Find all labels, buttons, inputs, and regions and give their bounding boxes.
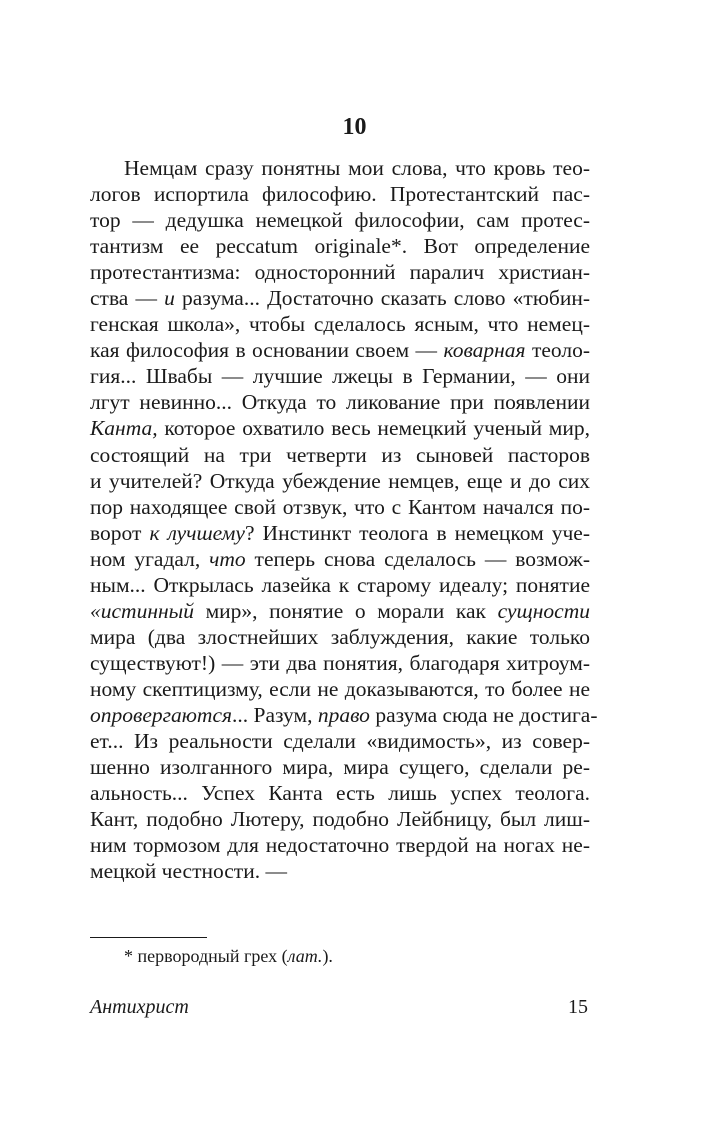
text-segment: теперь снова сделалось — возмож- <box>245 546 590 571</box>
italic-text: «истинный <box>90 598 194 623</box>
text-line <box>90 806 590 832</box>
text-segment: тор — дедушка немецкой философии, сам протес- <box>90 208 590 233</box>
text-line <box>90 676 590 702</box>
text-segment: ет... Из реальности сделали «видимость», из совер- <box>90 729 590 754</box>
italic-text: опровергаются <box>90 702 232 727</box>
text-segment: Немцам сразу понятны мои слова, что кровь тео- <box>124 156 590 180</box>
footnote-suffix: ). <box>322 946 333 966</box>
text-segment: которое охватило весь немецкий ученый мир, <box>157 416 590 441</box>
text-line <box>90 546 590 572</box>
text-segment: Кант, подобно Лютеру, подобно Лейбницу, был лиш- <box>90 807 590 832</box>
text-segment: ним тормозом для недостаточно твердой на ногах не- <box>90 833 590 858</box>
text-segment: существуют!) — эти два понятия, благодаря хитроум- <box>90 650 590 675</box>
text-line <box>90 754 590 780</box>
italic-text: сущности <box>497 598 590 623</box>
text-line <box>90 181 590 207</box>
text-segment: ства — <box>90 286 165 311</box>
text-line <box>90 494 590 520</box>
italic-text: к лучшему <box>149 520 245 545</box>
italic-text: и <box>164 286 175 311</box>
text-line <box>90 520 590 546</box>
text-segment: разума... Достаточно сказать слово «тюбин- <box>174 286 591 311</box>
text-line <box>90 259 590 285</box>
text-segment: теоло- <box>525 338 590 363</box>
text-segment: ном угадал, <box>90 546 210 571</box>
text-line <box>90 598 590 624</box>
text-segment: лгут невинно... Откуда то ликование при появлении <box>90 390 590 415</box>
text-line <box>90 832 590 858</box>
text-line <box>90 389 590 415</box>
text-line <box>90 650 590 676</box>
text-line <box>90 728 590 754</box>
text-segment: гия... Швабы — лучшие лжецы в Германии, — они <box>90 364 590 389</box>
text-segment: состоящий на три четверти из сыновей пасторов <box>90 442 590 467</box>
text-segment: тантизм ее peccatum originale*. Вот определение <box>90 234 590 259</box>
text-segment: ... Разум, <box>232 702 318 727</box>
footnote <box>124 944 333 968</box>
text-segment: логов испортила философию. Протестантский пас- <box>90 182 590 207</box>
text-segment: кая философия в основании своем — <box>90 338 444 363</box>
text-line <box>90 363 590 389</box>
italic-text: право <box>317 702 370 727</box>
text-line <box>90 442 590 468</box>
text-segment: генская школа», чтобы сделалось ясным, что немец- <box>90 312 590 337</box>
text-segment: пор находящее свой отзвук, что с Кантом начался по- <box>90 494 590 519</box>
running-title: Антихрист <box>90 996 189 1018</box>
footnote-rule <box>90 937 207 938</box>
text-segment: протестантизма: односторонний паралич христиан- <box>90 260 590 285</box>
text-segment: мецкой честности. — <box>90 859 287 884</box>
text-segment: мир», понятие о морали как <box>193 598 498 623</box>
text-line <box>90 468 590 494</box>
text-line <box>90 311 590 337</box>
text-segment: ворот <box>90 520 150 545</box>
section-number: 10 <box>342 114 367 140</box>
text-line <box>90 702 598 728</box>
text-segment: ному скептицизму, если не доказываются, то более не <box>90 676 590 701</box>
text-segment: разума сюда не достига- <box>369 702 598 727</box>
text-line <box>90 337 590 363</box>
text-line <box>90 233 590 259</box>
italic-text: Канта, <box>90 416 158 441</box>
text-segment: ным... Открылась лазейка к старому идеалу; понятие <box>90 572 590 597</box>
text-line <box>90 572 590 598</box>
footnote-italic: лат. <box>287 946 323 966</box>
text-line <box>90 780 590 806</box>
footnote-prefix: * первородный грех ( <box>124 946 288 966</box>
text-line <box>90 624 590 650</box>
body-text <box>90 155 598 884</box>
text-segment: мира (два злостнейших заблуждения, какие только <box>90 624 590 649</box>
text-segment: альность... Успех Канта есть лишь успех теолога. <box>90 781 590 806</box>
text-segment: и учителей? Откуда убеждение немцев, еще и до сих <box>90 468 590 493</box>
text-segment: ? Инстинкт теолога в немецком уче- <box>244 520 591 545</box>
page-number: 15 <box>568 996 588 1018</box>
text-line <box>90 155 590 181</box>
text-line <box>90 285 590 311</box>
italic-text: что <box>209 546 246 571</box>
text-line <box>90 858 590 884</box>
text-segment: шенно изолганного мира, мира сущего, сделали ре- <box>90 755 590 780</box>
text-line <box>90 415 590 441</box>
text-line <box>90 207 590 233</box>
italic-text: коварная <box>443 338 526 363</box>
